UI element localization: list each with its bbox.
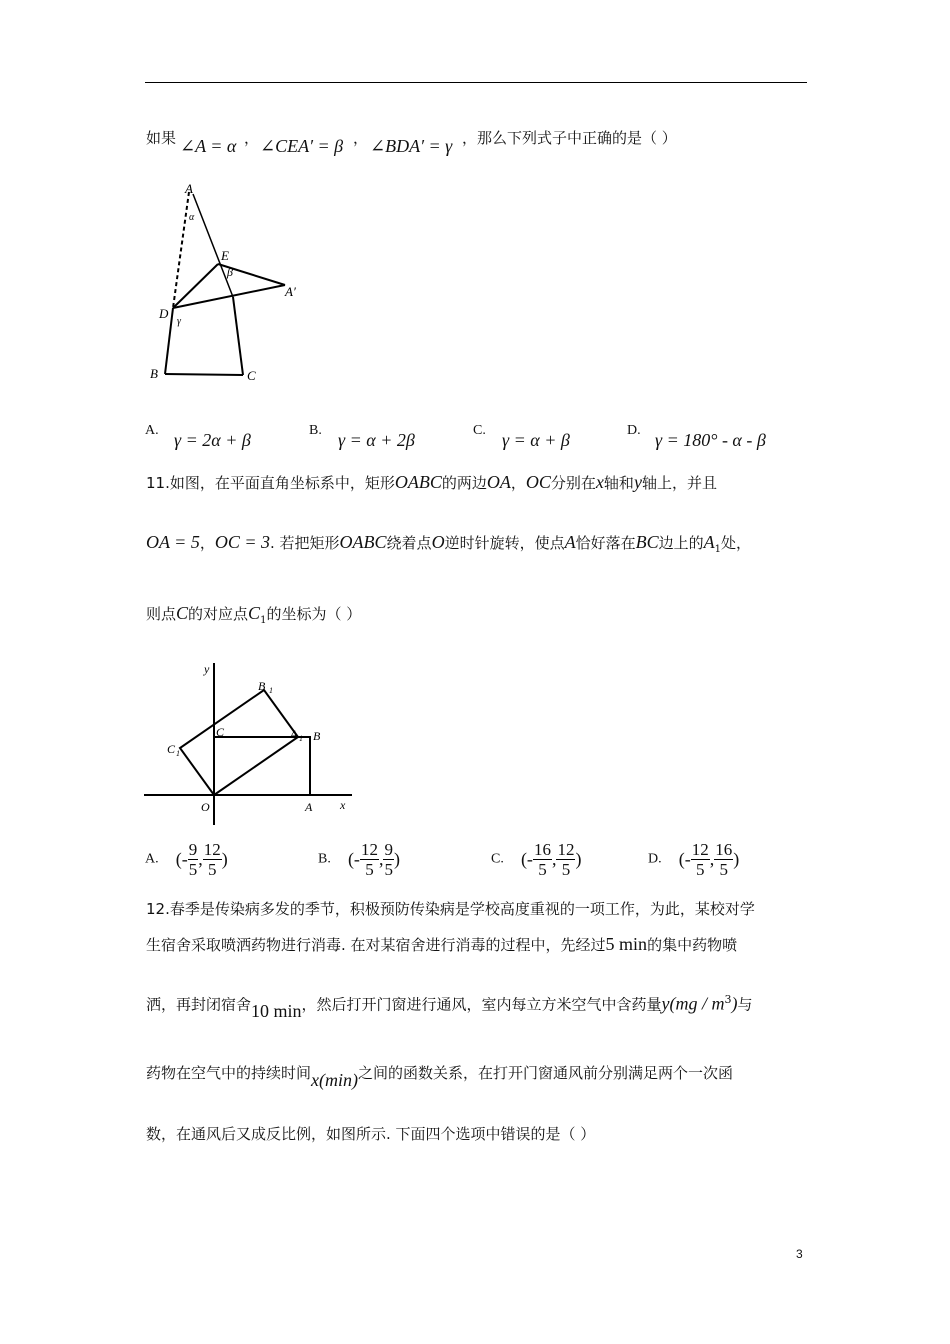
q10-option-d: γ = 180° - α - β [655,430,766,450]
q10-cond-gamma: ∠BDA′ = γ [370,136,453,156]
header-rule [145,82,807,83]
label-E: E [221,248,229,263]
q10-cond-alpha: ∠A = α [180,136,237,156]
q11-line3: 则点C的对应点$C_1$的坐标为（ ） [146,603,362,627]
q10-option-b: γ = α + 2β [338,430,415,450]
label-beta: β [227,265,233,279]
q11-figure [140,655,370,830]
label-A1: A [290,727,298,741]
page-number: 3 [796,1247,803,1261]
q11-option-c: C. (- $\frac{16}{5}$ , $\frac{12}{5}$ ) [491,840,582,879]
q10-intro: 如果 [146,129,177,147]
q10-option-c: γ = α + β [502,430,570,450]
q11-line1: 11.如图，在平面直角坐标系中，矩形OABC的两边OA，OC分别在x轴和y轴上，并且 [146,472,717,492]
label-C: C [216,725,225,739]
label-A: A [185,181,193,196]
q12-line5: 数，在通风后又成反比例，如图所示. 下面四个选项中错误的是（ ） [146,1125,596,1143]
label-D: D [159,306,169,321]
q12-line1: 12.春季是传染病多发的季节，积极预防传染病是学校高度重视的一项工作，为此，某校对学 [146,900,755,918]
q10-cond-beta: ∠CEA′ = β [260,136,344,156]
comma: ， [353,129,369,147]
label-B: B [150,366,158,381]
q11-option-b: B. (- $\frac{12}{5}$ , $\frac{9}{5}$ ) [318,840,400,879]
svg-text:1: 1 [269,686,273,695]
q12-line2: 生宿舍采取喷洒药物进行消毒. 在对某宿舍进行消毒的过程中，先经过5 min的集中药物喷 [146,934,738,954]
svg-text:1: 1 [176,749,180,758]
label-B1: B [258,679,266,693]
q10-option-a: γ = 2α + β [174,430,251,450]
q10-option-a-letter: A. [145,423,159,438]
label-C: C [247,368,256,383]
label-y: y [204,662,210,676]
q10-option-b-letter: B. [309,423,322,438]
label-gamma: γ [177,316,181,327]
q12-line3: 洒，再封闭宿舍10 min，然后打开门窗进行通风，室内每立方米空气中含药量$y(mg / m^3)$与 [146,993,753,1022]
q10-option-c-letter: C. [473,423,486,438]
label-alpha: α [189,212,195,223]
comma: ， [244,129,260,147]
label-C1: C [167,742,176,756]
label-A: A [305,800,313,814]
q11-option-d: D. (- $\frac{12}{5}$ , $\frac{16}{5}$ ) [648,840,740,879]
q10-tail: ，那么下列式子中正确的是（ ） [462,129,677,147]
svg-text:1: 1 [299,734,303,743]
q10-option-d-letter: D. [627,423,641,438]
q11-line2: OA = 5，OC = 3. 若把矩形OABC绕着点O逆时针旋转，使点A恰好落在BC边上的$A_1$处， [146,532,752,556]
q10-figure [145,180,305,390]
label-O: O [201,800,210,814]
q12-line4: 药物在空气中的持续时间x(min)之间的函数关系，在打开门窗通风前分别满足两个一次函 [146,1064,734,1090]
label-x: x [340,798,346,812]
label-A-prime: A′ [285,284,296,299]
q11-option-a: A. (- $\frac{9}{5}$ , $\frac{12}{5}$ ) [145,840,228,879]
label-B: B [313,729,321,743]
